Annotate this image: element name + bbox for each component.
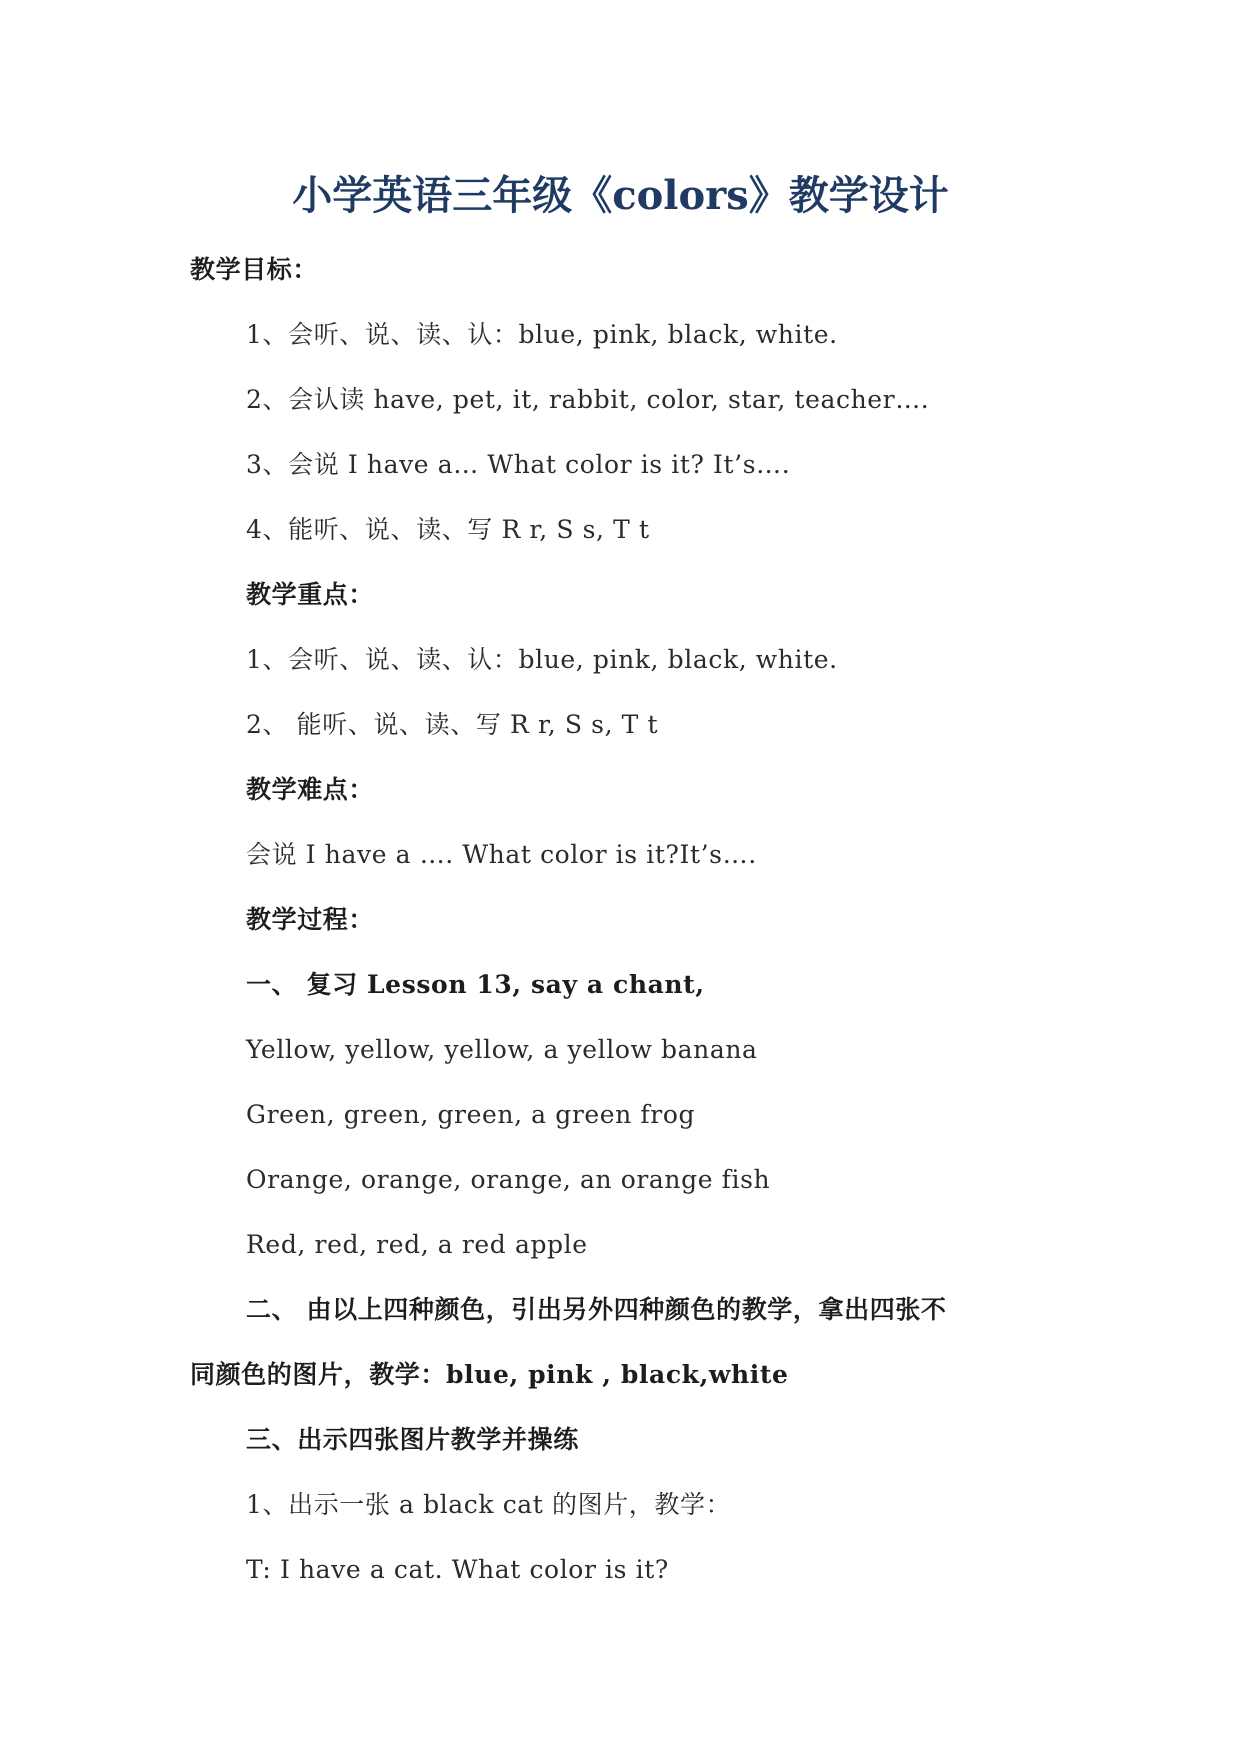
- goal-item-2: 2、会认读 have, pet, it, rabbit, color, star, teacher….: [246, 385, 930, 414]
- difficult-point: 会说 I have a …. What color is it?It’s….: [246, 840, 757, 869]
- goal-item-1: 1、会听、说、读、认：blue, pink, black, white.: [246, 320, 838, 349]
- chant-line-3: Orange, orange, orange, an orange fish: [246, 1165, 771, 1194]
- document-title: 小学英语三年级《colors》教学设计: [292, 172, 949, 219]
- key-point-2: 2、 能听、说、读、写 R r, S s, T t: [246, 710, 659, 739]
- chant-line-1: Yellow, yellow, yellow, a yellow banana: [246, 1035, 758, 1064]
- process-step-1: 一、 复习 Lesson 13, say a chant,: [246, 970, 705, 999]
- process-step-2-continued: 同颜色的图片，教学：blue, pink , black,white: [190, 1360, 789, 1389]
- heading-teaching-process: 教学过程：: [246, 905, 375, 934]
- teacher-dialogue-line: T: I have a cat. What color is it?: [246, 1555, 669, 1584]
- key-point-1: 1、会听、说、读、认：blue, pink, black, white.: [246, 645, 838, 674]
- heading-teaching-goals: 教学目标：: [190, 255, 319, 284]
- chant-line-2: Green, green, green, a green frog: [246, 1100, 696, 1129]
- process-step-3: 三、出示四张图片教学并操练: [246, 1425, 579, 1454]
- goal-item-4: 4、能听、说、读、写 R r, S s, T t: [246, 515, 650, 544]
- process-step-2: 二、 由以上四种颜色，引出另外四种颜色的教学，拿出四张不: [246, 1295, 947, 1324]
- step-3-item-1: 1、出示一张 a black cat 的图片，教学：: [246, 1490, 732, 1519]
- heading-key-points: 教学重点：: [246, 580, 375, 609]
- chant-line-4: Red, red, red, a red apple: [246, 1230, 588, 1259]
- heading-difficult-points: 教学难点：: [246, 775, 375, 804]
- goal-item-3: 3、会说 I have a… What color is it? It’s….: [246, 450, 791, 479]
